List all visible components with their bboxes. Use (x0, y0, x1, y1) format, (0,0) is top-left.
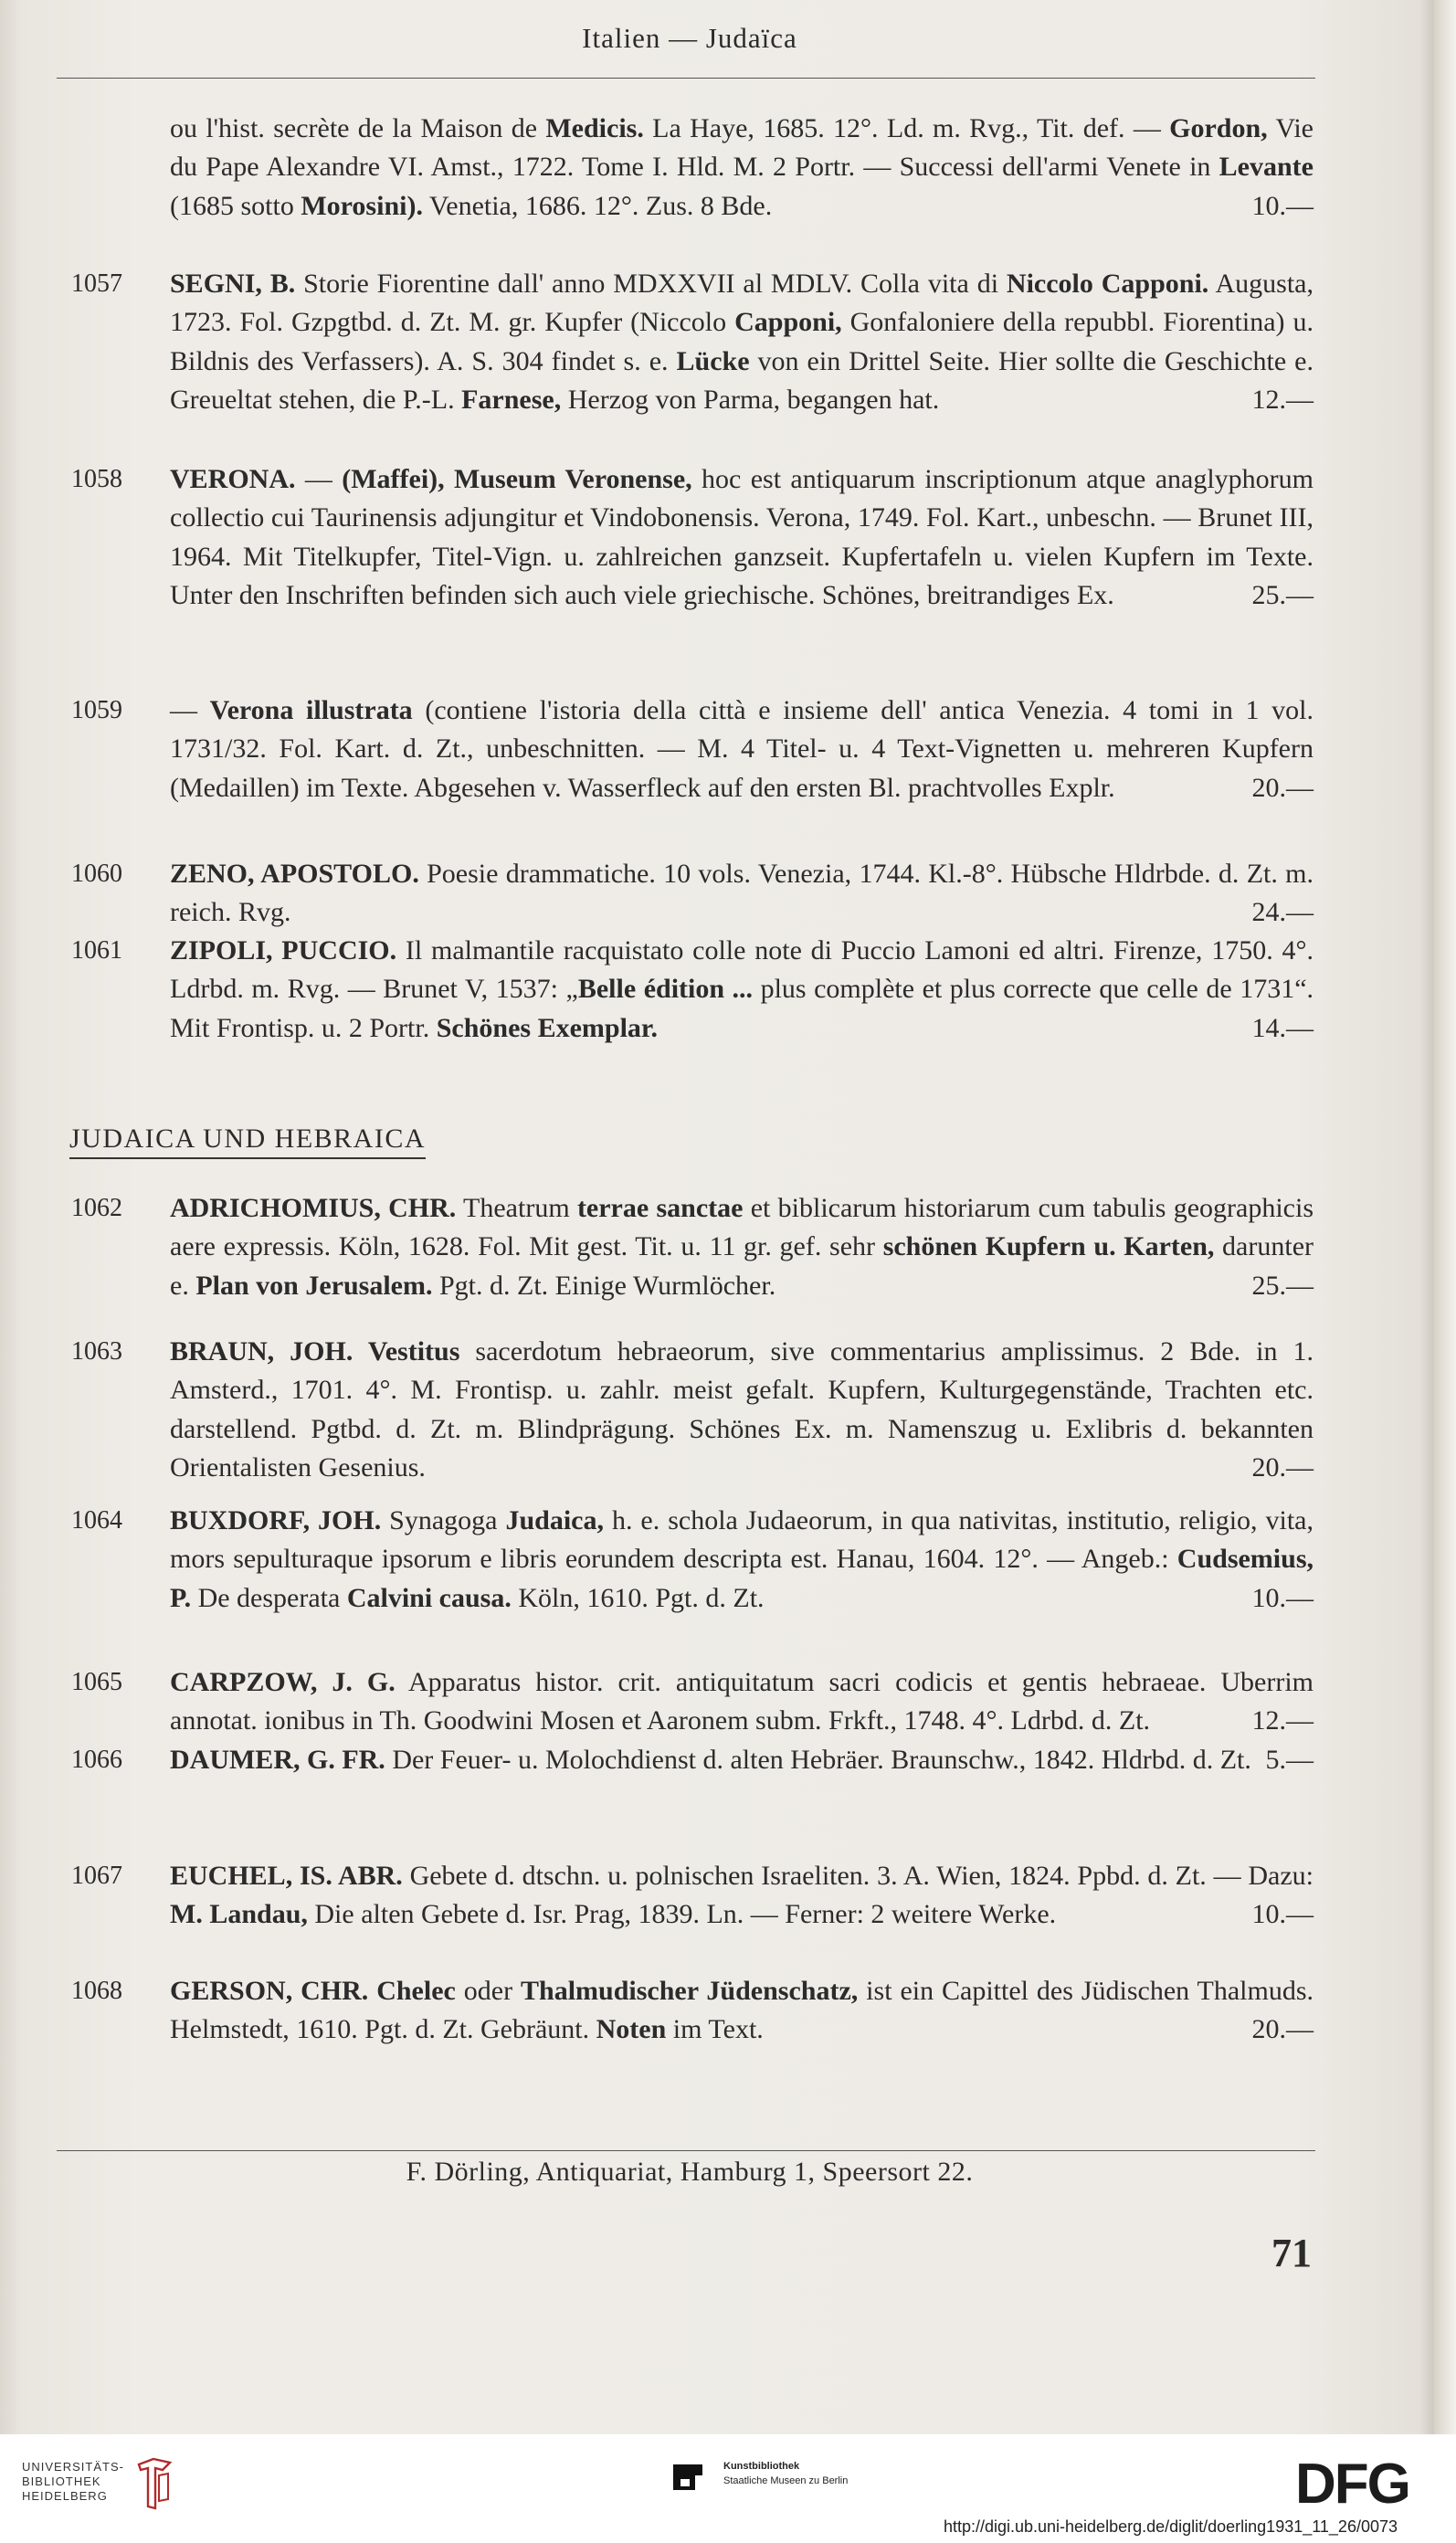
entry-price: 24.— (1251, 897, 1314, 928)
entry-price: 20.— (1251, 772, 1314, 803)
page-footer: F. Dörling, Antiquariat, Hamburg 1, Speersort 22. (406, 2157, 974, 2187)
entry-text: ADRICHOMIUS, CHR. Theatrum terrae sanctae et biblicarum historiarum cum tabulis geographicis aere expressis. Köln, 1628. Fol. Mit gest. Tit. u. 11 gr. gef. sehr schönen Kupfern u. Karten, darunter e. Plan von Jerusalem. Pgt. d. Zt. Einige Wurmlöcher. 25.— (170, 1189, 1314, 1305)
entry-text: ou l'hist. secrète de la Maison de Medicis. La Haye, 1685. 12°. Ld. m. Rvg., Tit. def. — Gordon, Vie du Pape Alexandre VI. Amst., 1722. Tome I. Hld. M. 2 Portr. — Successi dell'armi Venete in Levante (1685 sotto Morosini). Venetia, 1686. 12°. Zus. 8 Bde. 10.— (170, 110, 1314, 226)
entry-text: BUXDORF, JOH. Synagoga Judaica, h. e. schola Judaeorum, in qua nativitas, institutio, religio, vita, mors sepulturaque ipsorum e libris eorundem descripta est. Hanau, 1604. 12°. — Angeb.: Cudsemius, P. De desperata Calvini causa. Köln, 1610. Pgt. d. Zt. 10.— (170, 1502, 1314, 1618)
entry-price: 14.— (1251, 1012, 1314, 1043)
entry-number: 1059 (71, 696, 122, 724)
university-seal-icon (135, 2457, 174, 2510)
entry-text: ZENO, APOSTOLO. Poesie drammatiche. 10 vols. Venezia, 1744. Kl.-8°. Hübsche Hldrbde. d. Zt. m. reich. Rvg. 24.— (170, 855, 1314, 933)
entry-price: 12.— (1251, 1705, 1314, 1736)
section-heading: JUDAICA UND HEBRAICA (69, 1123, 426, 1159)
entry-number: 1063 (71, 1337, 122, 1366)
entry-number: 1057 (71, 269, 122, 298)
entry-text: SEGNI, B. Storie Fiorentine dall' anno MDXXVII al MDLV. Colla vita di Niccolo Capponi. Augusta, 1723. Fol. Gzpgtbd. d. Zt. M. gr. Kupfer (Niccolo Capponi, Gonfaloniere della repubbl. Fiorentina) u. Bildnis des Verfassers). A. S. 304 findet s. e. Lücke von ein Drittel Seite. Hier sollte die Geschichte e. Greueltat stehen, die P.-L. Farnese, Herzog von Parma, begangen hat. 12.— (170, 265, 1314, 419)
kunstbibliothek-logo-icon (670, 2457, 706, 2494)
entry-number: 1066 (71, 1746, 122, 1774)
entry-text: CARPZOW, J. G. Apparatus histor. crit. antiquitatum sacri codicis et gentis hebraeae. Uberrim annotat. ionibus in Th. Goodwini Mosen et Aaronem subm. Frkft., 1748. 4°. Ldrbd. d. Zt. 12.— (170, 1663, 1314, 1741)
source-url-link[interactable]: http://digi.ub.uni-heidelberg.de/diglit/doerling1931_11_26/0073 (943, 2517, 1398, 2536)
entry-price: 20.— (1251, 1451, 1314, 1483)
entry-text: DAUMER, G. FR. Der Feuer- u. Molochdienst d. alten Hebräer. Braunschw., 1842. Hldrbd. d. Zt. 5.— (170, 1741, 1314, 1779)
entry-text: — Verona illustrata (contiene l'istoria della città e insieme dell' antica Venezia. 4 tomi in 1 vol. 1731/32. Fol. Kart. d. Zt., unbeschnitten. — M. 4 Titel- u. 4 Text-Vignetten u. mehreren Kupfern (Medaillen) im Texte. Abgesehen v. Wasserfleck auf den ersten Bl. prachtvolles Explr. 20.— (170, 691, 1314, 807)
entry-text: BRAUN, JOH. Vestitus sacerdotum hebraeorum, sive commentarius amplissimus. 2 Bde. in 1. Amsterd., 1701. 4°. M. Frontisp. u. zahlr. meist gefalt. Kupfern, Kulturgegenstände, Trachten etc. darstellend. Pgtbd. d. Zt. m. Blindprägung. Schönes Ex. m. Namenszug u. Exlibris d. bekannten Orientalisten Gesenius. 20.— (170, 1333, 1314, 1487)
entry-number: 1064 (71, 1506, 122, 1535)
page-number: 71 (1271, 2231, 1312, 2275)
kb-subtitle: Staatliche Museen zu Berlin (723, 2475, 849, 2486)
entry-text: VERONA. — (Maffei), Museum Veronense, hoc est antiquarum inscriptionum atque anaglyphorum collectio cui Taurinensis adjungitur et Vindobonensis. Verona, 1749. Fol. Kart., unbeschn. — Brunet III, 1964. Mit Titelkupfer, Titel-Vign. u. zahlreichen ganzseit. Kupfertafeln u. vielen Kupfern im Texte. Unter den Inschriften befinden sich auch viele griechische. Schönes, breitrandiges Ex. 25.— (170, 460, 1314, 615)
kunstbibliothek-logo-text (723, 2459, 848, 2488)
kb-title: Kunstbibliothek (723, 2461, 800, 2472)
entry-number: 1065 (71, 1668, 122, 1696)
logo-line: HEIDELBERG (22, 2489, 108, 2503)
entry-text: ZIPOLI, PUCCIO. Il malmantile racquistato colle note di Puccio Lamoni ed altri. Firenze, 1750. 4°. Ldrbd. m. Rvg. — Brunet V, 1537: „Belle édition ... plus complète et plus correcte que celle de 1731“. Mit Frontisp. u. 2 Portr. Schönes Exemplar. 14.— (170, 932, 1314, 1048)
university-library-logo-text (22, 2460, 124, 2504)
entry-price: 25.— (1251, 579, 1314, 610)
entry-number: 1068 (71, 1977, 122, 2005)
entry-price: 10.— (1251, 190, 1314, 221)
entry-text: EUCHEL, IS. ABR. Gebete d. dtschn. u. polnischen Israeliten. 3. A. Wien, 1824. Ppbd. d. Zt. — Dazu: M. Landau, Die alten Gebete d. Isr. Prag, 1839. Ln. — Ferner: 2 weitere Werke. 10.— (170, 1857, 1314, 1935)
entry-number: 1067 (71, 1862, 122, 1890)
entry-number: 1060 (71, 860, 122, 888)
logo-line: BIBLIOTHEK (22, 2474, 101, 2488)
entry-number: 1062 (71, 1194, 122, 1222)
dfg-logo: DFG (1295, 2453, 1409, 2516)
entry-price: 10.— (1251, 1899, 1314, 1930)
entry-number: 1061 (71, 936, 122, 965)
entry-text: GERSON, CHR. Chelec oder Thalmudischer Jüdenschatz, ist ein Capittel des Jüdischen Thalmuds. Helmstedt, 1610. Pgt. d. Zt. Gebräunt. Noten im Text. 20.— (170, 1972, 1314, 2050)
entry-price: 12.— (1251, 384, 1314, 415)
entry-price: 20.— (1251, 2014, 1314, 2045)
footer-rule (57, 2150, 1315, 2151)
header-rule (57, 78, 1315, 79)
entry-price: 25.— (1251, 1270, 1314, 1301)
entry-number: 1058 (71, 465, 122, 493)
running-head: Italien — Judaïca (582, 22, 797, 54)
logo-line: UNIVERSITÄTS- (22, 2460, 124, 2474)
entry-price: 10.— (1251, 1582, 1314, 1613)
page-edge (1434, 0, 1456, 2434)
entry-price: 5.— (1265, 1745, 1314, 1775)
